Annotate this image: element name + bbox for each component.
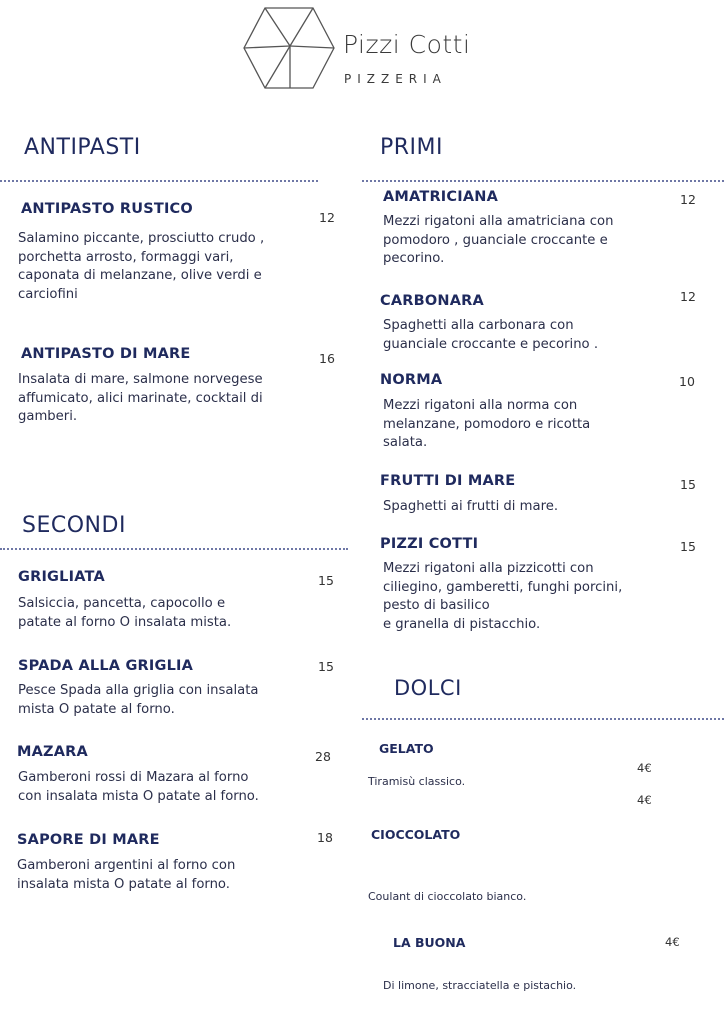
dessert-description: Coulant di cioccolato bianco. — [368, 890, 527, 903]
item-price: 15 — [318, 659, 334, 674]
dessert-price: 4€ — [637, 793, 652, 807]
item-price: 15 — [680, 539, 696, 554]
item-description: Gamberoni rossi di Mazara al forno con insalata mista O patate al forno. — [18, 770, 259, 804]
item-name: ANTIPASTO DI MARE — [21, 346, 191, 362]
item-price: 18 — [317, 830, 333, 845]
item-description: Salamino piccante, prosciutto crudo , porchetta arrosto, formaggi vari, caponata di melanzane, olive verdi e carciofini — [18, 231, 265, 302]
item-description: Spaghetti ai frutti di mare. — [383, 499, 559, 514]
item-price: 12 — [680, 289, 696, 304]
item-description: Mezzi rigatoni alla pizzicotti con ciliegino, gamberetti, funghi porcini, pesto di basilico e granella di pistacchio. — [383, 561, 623, 632]
dessert-name: LA BUONA — [393, 935, 466, 950]
item-price: 12 — [319, 210, 335, 225]
item-price: 16 — [319, 351, 335, 366]
item-name: CARBONARA — [380, 293, 484, 309]
section-title-antipasti: ANTIPASTI — [24, 135, 141, 160]
item-price: 15 — [680, 477, 696, 492]
divider-secondi — [0, 548, 348, 550]
dessert-description: Di limone, stracciatella e pistachio. — [383, 979, 577, 992]
dessert-name: CIOCCOLATO — [371, 827, 461, 842]
hexagon-logo-icon — [242, 6, 336, 90]
section-title-secondi: SECONDI — [22, 513, 126, 538]
brand-subtitle: PIZZERIA — [344, 72, 447, 86]
item-description: Pesce Spada alla griglia con insalata mista O patate al forno. — [18, 683, 259, 717]
item-description: Salsiccia, pancetta, capocollo e patate al forno O insalata mista. — [18, 596, 232, 630]
item-description: Insalata di mare, salmone norvegese affumicato, alici marinate, cocktail di gamberi. — [18, 372, 263, 424]
section-title-primi: PRIMI — [380, 135, 444, 160]
item-description: Mezzi rigatoni alla norma con melanzane, pomodoro e ricotta salata. — [383, 398, 591, 450]
divider-antipasti — [0, 180, 318, 182]
item-name: MAZARA — [17, 744, 88, 760]
item-name: NORMA — [380, 372, 443, 388]
section-title-dolci: DOLCI — [394, 676, 462, 700]
item-description: Gamberoni argentini al forno con insalata mista O patate al forno. — [17, 858, 236, 892]
item-description: Mezzi rigatoni alla amatriciana con pomodoro , guanciale croccante e pecorino. — [383, 214, 614, 266]
item-price: 12 — [680, 192, 696, 207]
dessert-name: GELATO — [379, 741, 434, 756]
dessert-price: 4€ — [637, 761, 652, 775]
brand-name: Pizzi Cotti — [343, 30, 471, 59]
item-description: Spaghetti alla carbonara con guanciale croccante e pecorino . — [383, 318, 599, 352]
dessert-description: Tiramisù classico. — [368, 775, 466, 788]
item-name: SAPORE DI MARE — [17, 832, 160, 848]
item-name: SPADA ALLA GRIGLIA — [18, 658, 194, 674]
item-name: GRIGLIATA — [18, 569, 105, 585]
logo — [242, 6, 336, 90]
item-name: AMATRICIANA — [383, 189, 499, 205]
divider-dolci — [362, 718, 724, 720]
item-name: FRUTTI DI MARE — [380, 473, 516, 489]
item-name: ANTIPASTO RUSTICO — [21, 201, 193, 217]
item-price: 28 — [315, 749, 331, 764]
item-price: 10 — [679, 374, 695, 389]
dessert-price: 4€ — [665, 935, 680, 949]
item-name: PIZZI COTTI — [380, 536, 479, 552]
item-price: 15 — [318, 573, 334, 588]
divider-primi — [362, 180, 724, 182]
